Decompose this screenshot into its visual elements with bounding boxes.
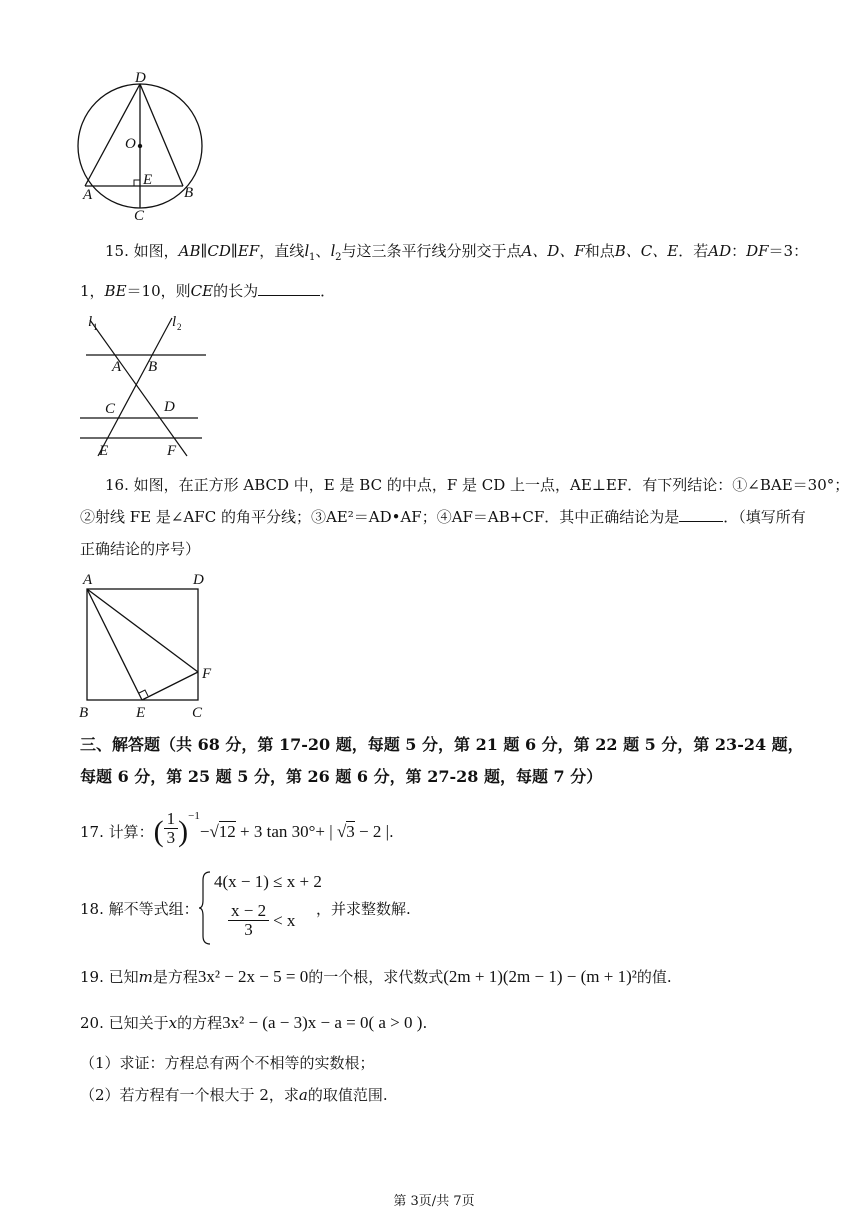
label-c: C [105,401,116,417]
label-l1: l [88,314,93,330]
segment-ad [85,84,140,186]
label-a: A [83,187,93,203]
section-3-heading-line-1: 三、解答题（共 68 分，第 17-20 题，每题 5 分，第 21 题 6 分，第 22 题 5 分，第 23-24 题， [80,735,804,754]
question-18-label: 18. 解不等式组： [80,900,199,918]
label-e: E [99,443,109,459]
label-o: O [125,136,136,152]
question-15-line-2: 1，BE＝10，则CE的长为 ． [80,282,336,300]
system-brace [198,870,212,946]
question-19: 19. 已知m是方程3x² − 2x − 5 = 0的一个根，求代数式(2m + 1)(2m − 1) − (m + 1)²的值. [80,967,672,986]
segment-af [87,589,198,672]
question-17: 17. 计算： ( $\frac{1}{3}$ ) $^{-1}$ − √12 + 3 tan 30°+ | √3 − 2 | . [80,809,394,848]
label-a: A [112,359,122,375]
label-l2: l [172,314,177,330]
segment-ae [87,589,142,700]
right-angle-mark [134,180,140,186]
label-b: B [184,185,194,201]
line-l2 [98,318,172,456]
figure-circle [72,66,222,226]
section-3-heading-line-2: 每题 6 分，第 25 题 5 分，第 26 题 6 分，第 27-28 题，每题 7 分） [80,767,603,786]
label-c: C [134,208,145,224]
label-e: E [136,705,146,721]
question-18-tail: ，并求整数解. [316,900,411,918]
answer-blank-16[interactable] [679,507,723,522]
label-e: E [143,172,153,188]
question-16-line-2: ②射线 FE 是∠AFC 的角平分线；③AE²＝AD•AF；④AF＝AB+CF．其中正确结论为是 ．（填写所有 [80,508,806,526]
label-d: D [135,70,146,86]
square-abcd [87,589,198,700]
line-l1 [90,320,187,456]
figure-parallel-lines [74,310,214,460]
label-c: C [192,705,203,721]
answer-blank-15[interactable] [258,281,320,296]
question-16-line-3: 正确结论的序号） [80,540,201,558]
segment-ef [142,672,198,700]
inequality-1: 4(x − 1) ≤ x + 2 [214,872,322,891]
page-number: 第 3页/共 7页 [393,1194,475,1209]
label-l2-sub: 2 [177,322,182,332]
label-a: A [83,572,93,588]
label-l1-sub: 1 [93,322,98,332]
label-d: D [164,399,175,415]
label-f: F [202,666,212,682]
question-20: 20. 已知关于x的方程3x² − (a − 3)x − a = 0( a > 0 ). [80,1013,428,1032]
question-15-line-1: 15. 如图，AB∥CD∥EF，直线$l_1$、$l_2$与这三条平行线分别交于点A、D、F和点B、C、E．若AD：DF＝3： [105,241,809,263]
question-20-part-2: （2）若方程有一个根大于 2，求a的取值范围. [80,1086,388,1104]
center-point [138,144,142,148]
label-d: D [193,572,204,588]
inequality-2: $\frac{x - 2}{3}$ < x [228,902,295,939]
figure-square [72,570,222,722]
segment-bd [140,84,183,186]
label-b: B [148,359,158,375]
label-f: F [167,443,177,459]
label-b: B [79,705,89,721]
question-20-part-1: （1）求证：方程总有两个不相等的实数根； [80,1054,375,1072]
right-angle-mark [139,690,148,696]
question-16-line-1: 16. 如图，在正方形 ABCD 中，E 是 BC 的中点，F 是 CD 上一点，AE⊥EF．有下列结论：①∠BAE＝30°； [105,476,850,494]
